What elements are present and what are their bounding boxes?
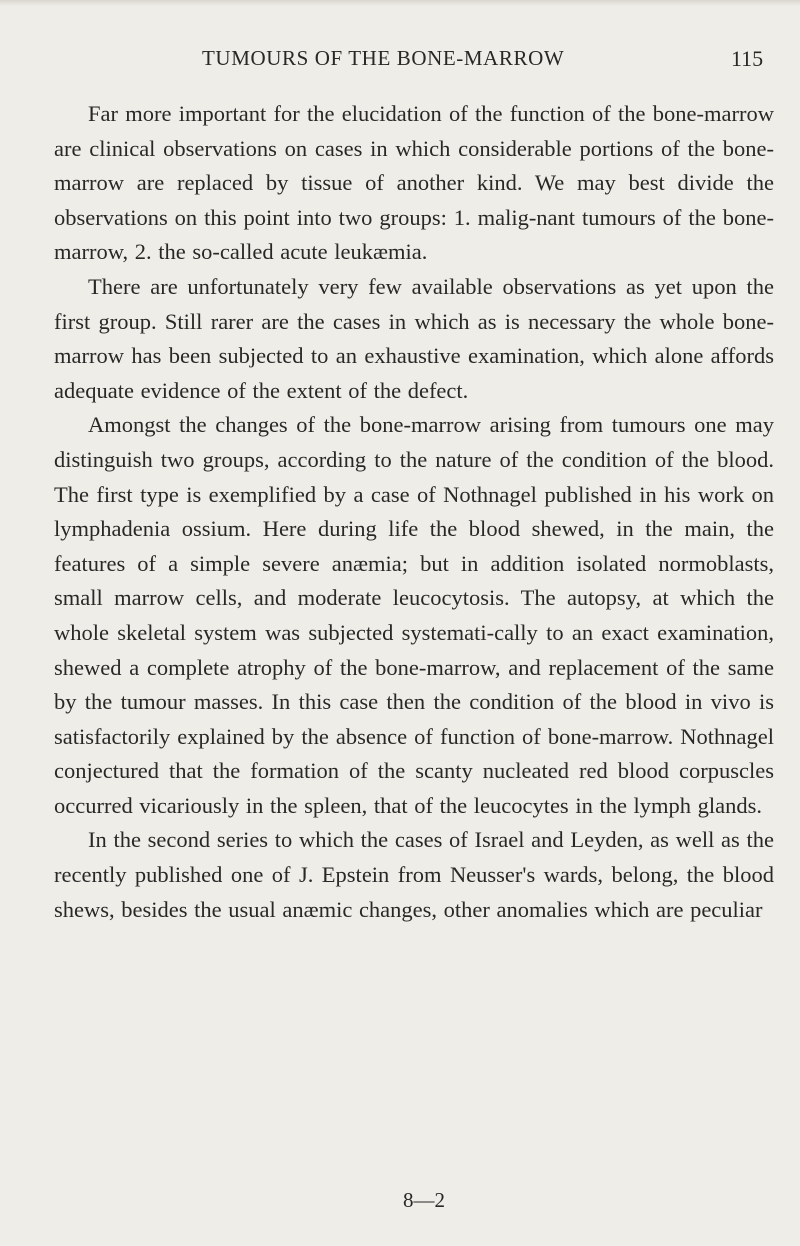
page-number: 115: [731, 46, 764, 71]
running-title: TUMOURS OF THE BONE-MARROW: [202, 46, 565, 70]
signature-mark: 8—2: [403, 1188, 445, 1212]
page-header: [0, 46, 800, 78]
paragraph: There are unfortunately very few available observations as yet upon the first group. Still rarer are the cases in which as is necessary the whole bone-marrow has been subjected to an exhaustive examination, which alone affords adequate evidence of the extent of the defect.: [54, 273, 774, 403]
paragraph: Amongst the changes of the bone-marrow arising from tumours one may distinguish two groups, according to the nature of the condition of the blood. The first type is exemplified by a case of Nothnagel published in his work on lymphadenia ossium. Here during life the blood shewed, in the main, the features of a simple severe anæmia; but in addition isolated normoblasts, small marrow cells, and moderate leucocytosis. The autopsy, at which the whole skeletal system was subjected systemati-cally to an exact examination, shewed a complete atrophy of the bone-marrow, and replacement of the same by the tumour masses. In this case then the condition of the blood in vivo is satisfactorily explained by the absence of function of bone-marrow. Nothnagel conjectured that the formation of the scanty nucleated red blood corpuscles occurred vicariously in the spleen, that of the leucocytes in the lymph glands.: [54, 412, 774, 818]
body-text: [54, 97, 774, 927]
paragraph: In the second series to which the cases of Israel and Leyden, as well as the recently published one of J. Epstein from Neusser's wards, belong, the blood shews, besides the usual anæmic changes, other anomalies which are peculiar: [54, 827, 774, 922]
paragraph: Far more important for the elucidation of the function of the bone-marrow are clinical observations on cases in which considerable portions of the bone-marrow are replaced by tissue of another kind. We may best divide the observations on this point into two groups: 1. malig-nant tumours of the bone-marrow, 2. the so-called acute leukæmia.: [54, 101, 774, 265]
scan-edge: [0, 0, 800, 6]
